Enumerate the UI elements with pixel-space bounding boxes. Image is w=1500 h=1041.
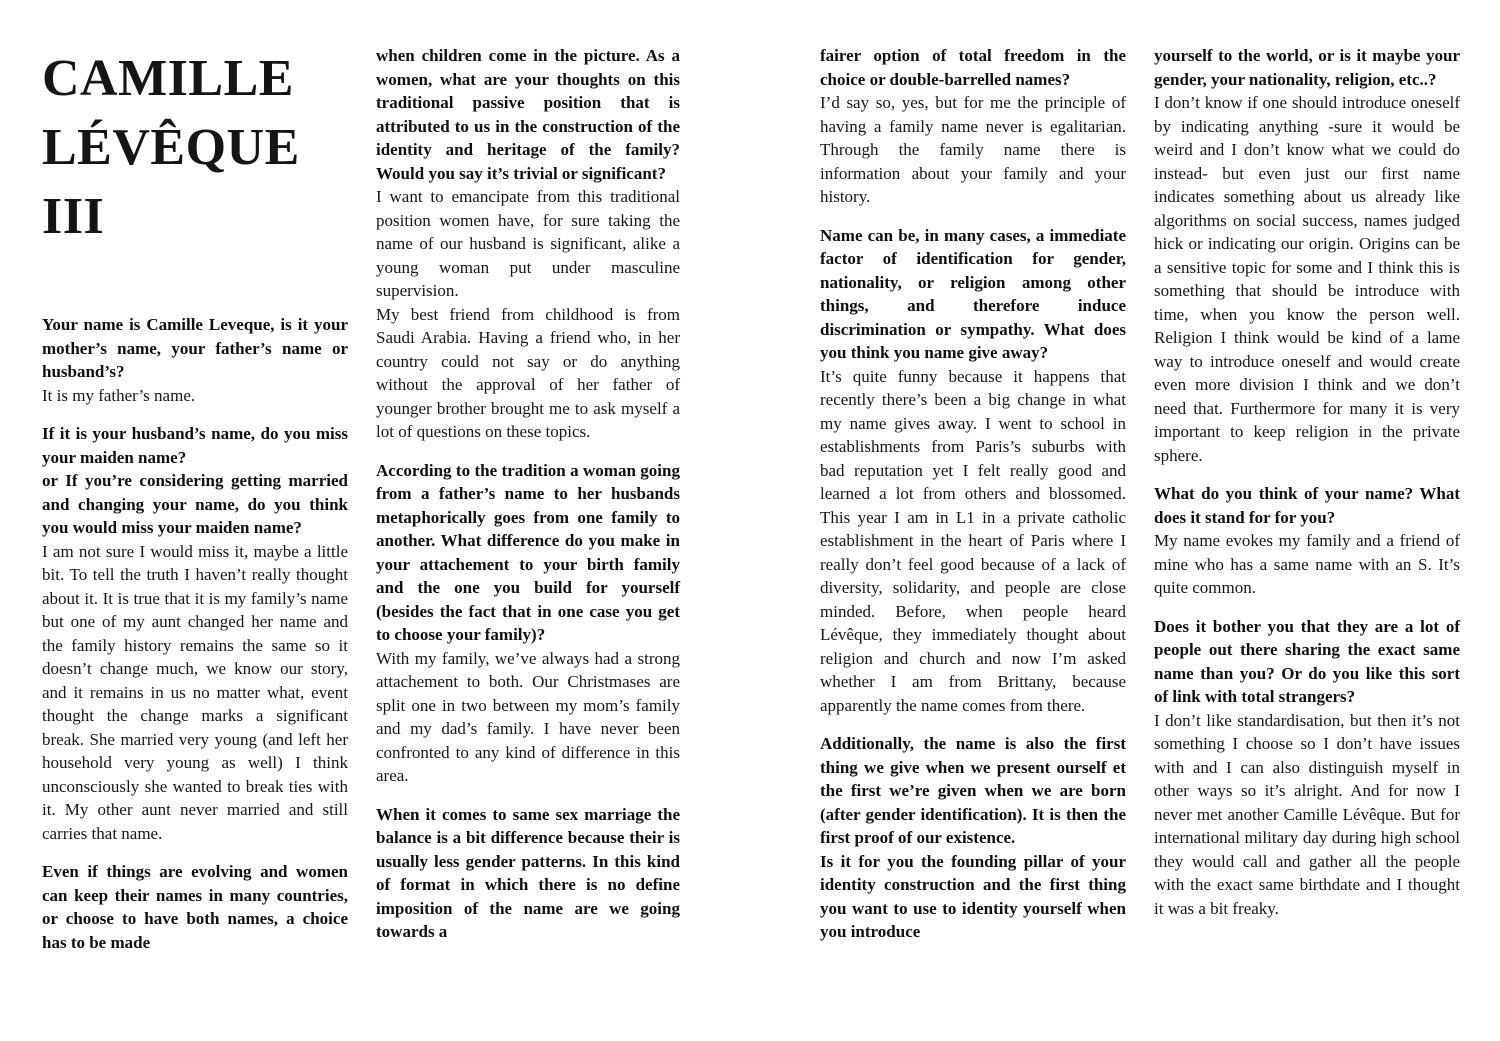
text-column [820,44,1126,1041]
qa-group [1154,44,1460,467]
question-paragraph: Is it for you the founding pillar of your identity construction and the first thing you want to use to identity yourself when you introduce [820,851,1126,941]
qa-group [1154,482,1460,600]
question-paragraph: when children come in the picture. As a women, what are your thoughts on this traditional passive position that is attributed to us in the construction of the identity and heritage of the family? Would you say it’s trivial or significant? [376,46,680,183]
answer-paragraph: I am not sure I would miss it, maybe a little bit. To tell the truth I haven’t really thought about it. It is true that it is my family’s name but one of my aunt changed her name and the family history remains the same so it doesn’t change much, we know our story, and it remains in us no matter what, event thought the change marks a significant break. She married very young (and left her household very young as well) I think unconsciously she wanted to break ties with it. My other aunt never married and still carries that name. [42,541,348,843]
qa-group [376,44,680,444]
answer-paragraph: With my family, we’ve always had a strong attachement to both. Our Christmases are split one in two between my mom’s family and my dad’s family. I have never been confronted to any kind of difference in this area. [376,648,680,785]
question-paragraph: Name can be, in many cases, a immediate factor of identification for gender, nationality, or religion among other things, and therefore induce discrimination or sympathy. What does you think you name give away? [820,225,1126,362]
answer-paragraph: My name evokes my family and a friend of mine who has a same name with an S. It’s quite common. [1154,531,1460,597]
question-paragraph: According to the tradition a woman going from a father’s name to her husbands metaphorically goes from one family to another. What difference do you make in your attachement to your birth family and the one you build for yourself (besides the fact that in one case you get to choose your family)? [376,460,680,644]
answer-paragraph: I’d say so, yes, but for me the principle of having a family name never is egalitarian. Through the family name there is information about your family and your history. [820,93,1126,206]
question-paragraph: Even if things are evolving and women can keep their names in many countries, or choose to have both names, a choice has to be made [42,862,348,952]
qa-group [376,459,680,788]
answer-paragraph: My best friend from childhood is from Saudi Arabia. Having a friend who, in her country could not say or do anything without the approval of her father of younger brother brought me to ask myself a lot of questions on these topics. [376,304,680,441]
question-paragraph: Additionally, the name is also the first thing we give when we present ourself et the first we’re given when we are born (after gender identification). It is then the first proof of our existence. [820,734,1126,847]
answer-paragraph: I don’t like standardisation, but then it’s not something I choose so I don’t have issues with and I can also distinguish myself in other ways so it’s alright. And for now I never met another Camille Lévêque. But for international military day during high school they would call and gather all the people with the exact same birthdate and I thought it was a bit freaky. [1154,710,1460,918]
page-title [42,44,348,251]
question-paragraph: yourself to the world, or is it maybe your gender, your nationality, religion, etc..? [1154,46,1460,89]
question-paragraph: If it is your husband’s name, do you miss your maiden name? [42,424,348,467]
qa-group [820,732,1126,944]
qa-group [42,422,348,845]
qa-group [820,44,1126,209]
answer-paragraph: It is my father’s name. [42,385,196,405]
qa-group [820,224,1126,718]
question-paragraph: fairer option of total freedom in the choice or double-barrelled names? [820,46,1126,89]
question-paragraph: When it comes to same sex marriage the balance is a bit difference because their is usually less gender patterns. In this kind of format in which there is no define imposition of the name are we going towards a [376,804,680,941]
answer-paragraph: It’s quite funny because it happens that recently there’s been a big change in what my name gives away. I went to school in establishments from Paris’s suburbs with bad reputation yet I felt really good and learned a lot from others and blossomed. This year I am in L1 in a private catholic establishment in the heart of Paris where I really don’t feel good because of a lack of diversity, solidarity, and people are close minded. Before, when people heard Lévêque, they immediately thought about religion and church and now I’m asked whether I am from Brittany, because apparently the name comes from there. [820,366,1126,715]
question-paragraph: Does it bother you that they are a lot of people out there sharing the exact same name than you? Or do you like this sort of link with total strangers? [1154,616,1460,706]
text-column [376,44,680,1041]
qa-group [42,860,348,954]
qa-group [42,313,348,407]
question-paragraph: What do you think of your name? What does it stand for for you? [1154,484,1460,527]
answer-paragraph: I want to emancipate from this traditional position women have, for sure taking the name of our husband is significant, alike a young woman put under masculine supervision. [376,187,680,300]
page-title-line: III [42,188,105,245]
question-paragraph: or If you’re considering getting married and changing your name, do you think you would miss your maiden name? [42,471,348,537]
page-title-line: CAMILLE [42,50,294,107]
answer-paragraph: I don’t know if one should introduce oneself by indicating anything -sure it would be weird and I don’t know what we could do instead- but even just our first name indicates something about us already like algorithms on social success, names judged hick or indicating our origin. Origins can be a sensitive topic for some and I think this is something that should be introduce with time, when you know the person well. Religion I think would be kind of a lame way to introduce oneself and would create even more division I think and we don’t need that. Furthermore for many it is very important to keep religion in the private sphere. [1154,93,1460,465]
page-title-line: LÉVÊQUE [42,119,300,176]
text-column [1154,44,1460,1041]
qa-group [376,803,680,944]
text-column [42,44,348,1041]
question-paragraph: Your name is Camille Leveque, is it your mother’s name, your father’s name or husband’s? [42,315,348,381]
qa-group [1154,615,1460,921]
